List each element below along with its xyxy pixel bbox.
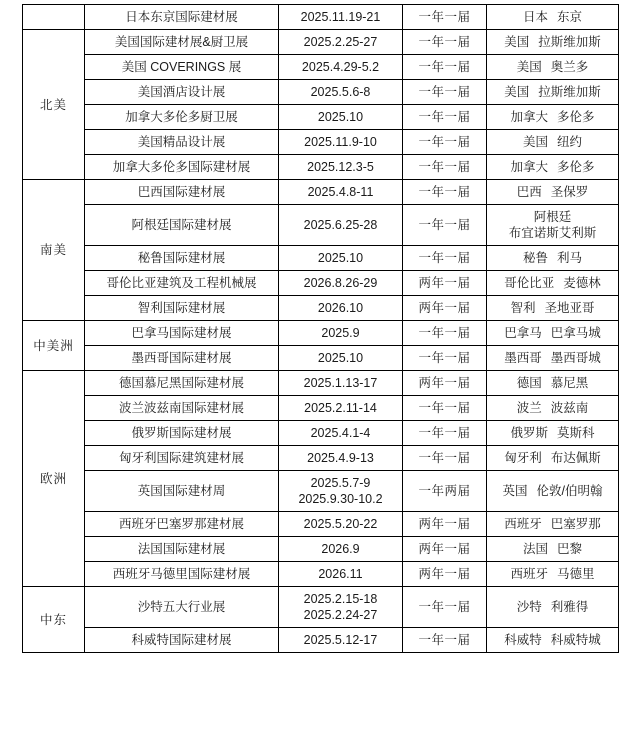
date-cell: 2025.11.19-21 [279, 5, 403, 30]
place-cell [487, 180, 619, 205]
exhibition-name-cell: 美国国际建材展&厨卫展 [85, 30, 279, 55]
date-cell: 2025.5.12-17 [279, 628, 403, 653]
table-row [23, 180, 619, 205]
frequency-cell: 一年一届 [403, 446, 487, 471]
region-cell [23, 5, 85, 30]
date-cell [279, 587, 403, 628]
place-country: 波兰 [516, 401, 542, 415]
place-country: 英国 [502, 484, 528, 498]
place-country: 美国 [516, 60, 542, 74]
frequency-cell: 两年一届 [403, 271, 487, 296]
date-line: 2025.9.30-10.2 [298, 492, 383, 506]
exhibition-name-cell: 加拿大多伦多厨卫展 [85, 105, 279, 130]
date-cell: 2025.4.29-5.2 [279, 55, 403, 80]
place-country: 哥伦比亚 [504, 276, 555, 290]
table-row [23, 512, 619, 537]
exhibition-name-cell: 秘鲁国际建材展 [85, 246, 279, 271]
table-row [23, 321, 619, 346]
place-inner [523, 541, 582, 557]
place-cell [487, 155, 619, 180]
table-row [23, 371, 619, 396]
place-city: 布宜诺斯艾利斯 [508, 226, 597, 240]
place-city: 利雅得 [550, 600, 589, 614]
table-row [23, 130, 619, 155]
date-cell: 2025.10 [279, 105, 403, 130]
place-city: 多伦多 [557, 110, 595, 124]
table-row [23, 30, 619, 55]
place-cell [487, 105, 619, 130]
place-country: 阿根廷 [533, 210, 572, 224]
date-cell: 2025.10 [279, 246, 403, 271]
date-cell: 2025.4.9-13 [279, 446, 403, 471]
place-city: 巴塞罗那 [550, 517, 601, 531]
exhibition-name-cell: 波兰波兹南国际建材展 [85, 396, 279, 421]
date-cell: 2025.5.20-22 [279, 512, 403, 537]
exhibition-name-cell: 加拿大多伦多国际建材展 [85, 155, 279, 180]
place-country: 墨西哥 [504, 351, 542, 365]
date-cell: 2025.2.25-27 [279, 30, 403, 55]
table-row [23, 80, 619, 105]
table-row [23, 155, 619, 180]
exhibition-name-cell: 巴西国际建材展 [85, 180, 279, 205]
place-country: 西班牙 [504, 517, 542, 531]
table-row [23, 271, 619, 296]
date-cell: 2026.11 [279, 562, 403, 587]
table-row [23, 537, 619, 562]
table-row [23, 5, 619, 30]
place-country: 匈牙利 [504, 451, 542, 465]
place-country: 美国 [522, 135, 548, 149]
exhibition-name-cell: 美国 COVERINGS 展 [85, 55, 279, 80]
place-city: 圣地亚哥 [544, 301, 595, 315]
place-city: 麦德林 [563, 276, 601, 290]
frequency-cell: 一年一届 [403, 180, 487, 205]
place-city: 纽约 [557, 135, 583, 149]
place-country: 美国 [504, 85, 530, 99]
date-line: 2025.5.7-9 [310, 476, 371, 490]
place-city: 拉斯维加斯 [538, 85, 601, 99]
frequency-cell: 一年一届 [403, 30, 487, 55]
exhibition-name-cell: 日本东京国际建材展 [85, 5, 279, 30]
exhibition-name-cell: 英国国际建材周 [85, 471, 279, 512]
place-country: 德国 [516, 376, 542, 390]
place-city: 圣保罗 [550, 185, 589, 199]
region-cell: 南美 [23, 180, 85, 321]
frequency-cell: 两年一届 [403, 537, 487, 562]
exhibition-name-cell: 西班牙马德里国际建材展 [85, 562, 279, 587]
place-country: 俄罗斯 [510, 426, 548, 440]
place-country: 巴拿马 [504, 326, 542, 340]
frequency-cell: 一年一届 [403, 205, 487, 246]
place-city: 慕尼黑 [550, 376, 589, 390]
table-row [23, 346, 619, 371]
frequency-cell: 一年一届 [403, 5, 487, 30]
place-inner [517, 375, 589, 391]
region-cell: 中东 [23, 587, 85, 653]
place-country: 美国 [504, 35, 530, 49]
place-inner [517, 599, 589, 615]
date-cell: 2025.11.9-10 [279, 130, 403, 155]
place-country: 法国 [522, 542, 548, 556]
date-line: 2025.2.15-18 [303, 592, 378, 606]
frequency-cell: 两年一届 [403, 296, 487, 321]
place-inner [510, 425, 594, 441]
place-inner [503, 483, 603, 499]
date-cell: 2025.4.1-4 [279, 421, 403, 446]
place-inner [510, 109, 594, 125]
place-cell [487, 471, 619, 512]
place-inner [504, 325, 601, 341]
place-inner [517, 184, 589, 200]
exhibition-name-cell: 沙特五大行业展 [85, 587, 279, 628]
place-inner [523, 250, 582, 266]
place-inner [510, 566, 594, 582]
place-cell [487, 205, 619, 246]
place-country: 日本 [522, 10, 548, 24]
frequency-cell: 一年一届 [403, 105, 487, 130]
place-inner [504, 632, 601, 648]
table-row [23, 105, 619, 130]
place-country: 科威特 [504, 633, 542, 647]
exhibition-name-cell: 法国国际建材展 [85, 537, 279, 562]
frequency-cell: 一年两届 [403, 471, 487, 512]
place-inner [523, 9, 582, 25]
frequency-cell: 一年一届 [403, 421, 487, 446]
place-cell [487, 296, 619, 321]
exhibition-name-cell: 智利国际建材展 [85, 296, 279, 321]
date-cell: 2025.10 [279, 346, 403, 371]
exhibition-name-cell: 西班牙巴塞罗那建材展 [85, 512, 279, 537]
date-cell: 2025.5.6-8 [279, 80, 403, 105]
date-cell: 2026.9 [279, 537, 403, 562]
exhibition-name-cell: 阿根廷国际建材展 [85, 205, 279, 246]
exhibition-name-cell: 美国精品设计展 [85, 130, 279, 155]
place-cell [487, 5, 619, 30]
date-cell: 2026.8.26-29 [279, 271, 403, 296]
table-row [23, 471, 619, 512]
date-cell: 2025.4.8-11 [279, 180, 403, 205]
place-cell [487, 346, 619, 371]
frequency-cell: 两年一届 [403, 562, 487, 587]
table-body [23, 5, 619, 653]
place-city: 马德里 [557, 567, 595, 581]
place-inner [517, 59, 589, 75]
place-city: 奥兰多 [550, 60, 589, 74]
place-city: 巴黎 [557, 542, 583, 556]
place-country: 沙特 [516, 600, 542, 614]
place-cell [487, 396, 619, 421]
frequency-cell: 两年一届 [403, 512, 487, 537]
date-cell [279, 471, 403, 512]
place-country: 加拿大 [510, 110, 548, 124]
date-cell: 2025.1.13-17 [279, 371, 403, 396]
place-inner [523, 134, 582, 150]
place-city: 利马 [557, 251, 583, 265]
place-cell [487, 321, 619, 346]
exhibition-name-cell: 俄罗斯国际建材展 [85, 421, 279, 446]
place-inner [504, 275, 601, 291]
table-row [23, 205, 619, 246]
place-inner [504, 450, 601, 466]
frequency-cell: 一年一届 [403, 396, 487, 421]
place-cell [487, 512, 619, 537]
place-cell [487, 587, 619, 628]
frequency-cell: 一年一届 [403, 321, 487, 346]
place-inner [517, 400, 589, 416]
place-inner [510, 300, 594, 316]
exhibition-name-cell: 美国酒店设计展 [85, 80, 279, 105]
table-row [23, 446, 619, 471]
place-inner [504, 34, 601, 50]
date-line: 2025.2.24-27 [303, 608, 378, 622]
frequency-cell: 一年一届 [403, 155, 487, 180]
place-country: 加拿大 [510, 160, 548, 174]
table-row [23, 55, 619, 80]
exhibition-name-cell: 匈牙利国际建筑建材展 [85, 446, 279, 471]
place-country: 西班牙 [510, 567, 548, 581]
frequency-cell: 一年一届 [403, 587, 487, 628]
frequency-cell: 一年一届 [403, 130, 487, 155]
place-cell [487, 130, 619, 155]
place-cell [487, 421, 619, 446]
place-inner [510, 159, 594, 175]
place-inner [504, 350, 601, 366]
table-row [23, 587, 619, 628]
frequency-cell: 一年一届 [403, 246, 487, 271]
place-cell [487, 371, 619, 396]
frequency-cell: 一年一届 [403, 346, 487, 371]
place-cell [487, 628, 619, 653]
place-city: 多伦多 [557, 160, 595, 174]
place-city: 科威特城 [550, 633, 601, 647]
frequency-cell: 两年一届 [403, 371, 487, 396]
place-city: 东京 [557, 10, 583, 24]
frequency-cell: 一年一届 [403, 55, 487, 80]
place-city: 拉斯维加斯 [538, 35, 601, 49]
place-city: 巴拿马城 [550, 326, 601, 340]
place-country: 智利 [510, 301, 536, 315]
place-city: 莫斯科 [557, 426, 595, 440]
table-row [23, 246, 619, 271]
place-cell [487, 246, 619, 271]
exhibition-name-cell: 科威特国际建材展 [85, 628, 279, 653]
date-cell: 2025.12.3-5 [279, 155, 403, 180]
region-cell: 中美洲 [23, 321, 85, 371]
place-cell [487, 271, 619, 296]
table-row [23, 421, 619, 446]
exhibition-name-cell: 德国慕尼黑国际建材展 [85, 371, 279, 396]
date-cell: 2026.10 [279, 296, 403, 321]
table-row [23, 296, 619, 321]
table-row [23, 396, 619, 421]
frequency-cell: 一年一届 [403, 80, 487, 105]
date-cell: 2025.6.25-28 [279, 205, 403, 246]
date-cell: 2025.2.11-14 [279, 396, 403, 421]
table-row [23, 628, 619, 653]
place-inner [504, 516, 601, 532]
exhibition-name-cell: 巴拿马国际建材展 [85, 321, 279, 346]
place-cell [487, 562, 619, 587]
place-country: 巴西 [516, 185, 542, 199]
place-cell [487, 30, 619, 55]
exhibition-name-cell: 墨西哥国际建材展 [85, 346, 279, 371]
place-city: 墨西哥城 [550, 351, 601, 365]
place-city: 布达佩斯 [550, 451, 601, 465]
exhibition-name-cell: 哥伦比亚建筑及工程机械展 [85, 271, 279, 296]
place-country: 秘鲁 [522, 251, 548, 265]
frequency-cell: 一年一届 [403, 628, 487, 653]
place-city: 波兹南 [550, 401, 589, 415]
place-city: 伦敦/伯明翰 [536, 484, 603, 498]
place-cell [487, 537, 619, 562]
exhibition-table [22, 4, 619, 653]
place-cell [487, 80, 619, 105]
region-cell: 北美 [23, 30, 85, 180]
place-cell [487, 446, 619, 471]
place-inner [504, 84, 601, 100]
table-row [23, 562, 619, 587]
place-cell [487, 55, 619, 80]
date-cell: 2025.9 [279, 321, 403, 346]
region-cell: 欧洲 [23, 371, 85, 587]
